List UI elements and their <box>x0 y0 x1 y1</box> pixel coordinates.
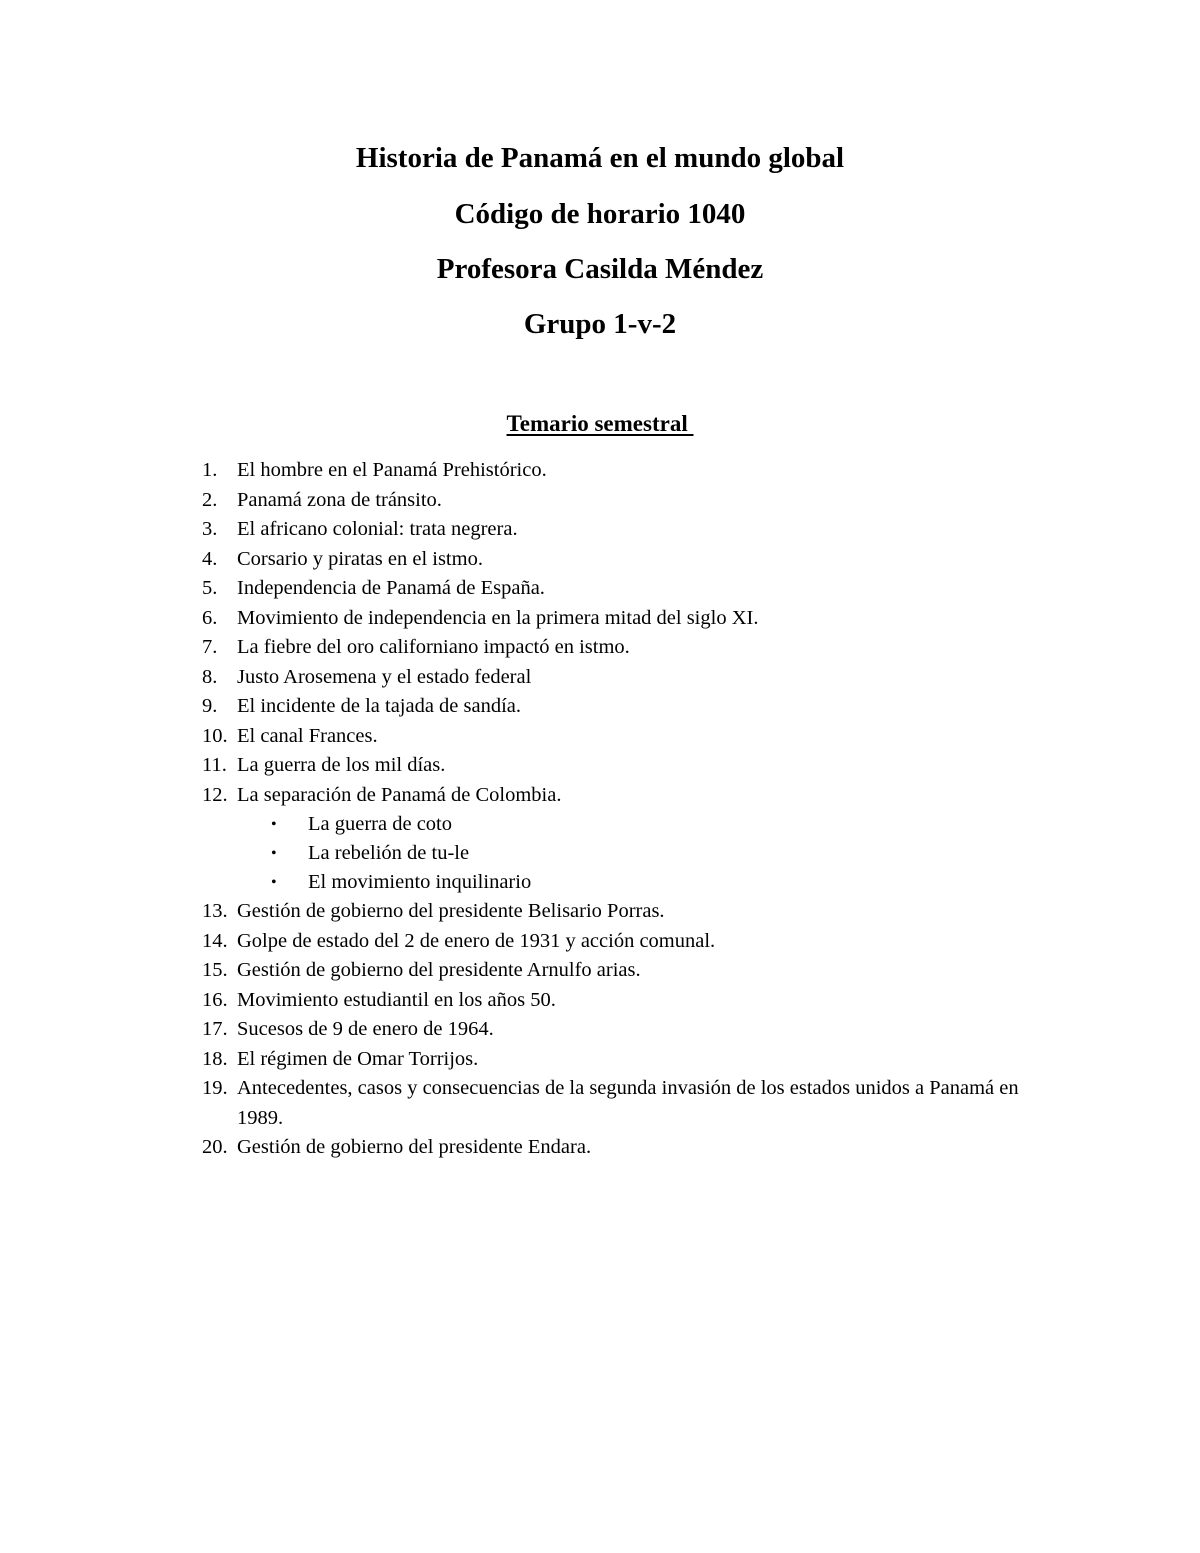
topic-text: La fiebre del oro californiano impactó en istmo. <box>237 636 630 658</box>
topic-text: Golpe de estado del 2 de enero de 1931 y acción comunal. <box>237 929 716 952</box>
topic-text: Gestión de gobierno del presidente Endara. <box>237 1136 592 1158</box>
course-title: Historia de Panamá en el mundo global <box>355 142 845 174</box>
topic-number: 12. <box>202 783 228 806</box>
topic-item <box>0 956 1200 986</box>
topic-number: 9. <box>202 695 218 717</box>
bullet-icon: • <box>271 816 277 833</box>
topic-item <box>0 663 1200 693</box>
bullet-icon: • <box>271 874 277 891</box>
topic-item <box>0 1074 1200 1133</box>
topic-text: Movimiento de independencia en la primera mitad del siglo XI. <box>237 606 759 629</box>
professor-name: Profesora Casilda Méndez <box>436 253 764 285</box>
topic-list <box>0 456 1200 1163</box>
topic-text: Gestión de gobierno del presidente Arnulfo arias. <box>237 959 641 981</box>
topic-item <box>0 574 1200 604</box>
topic-number: 6. <box>202 606 218 629</box>
syllabus-heading <box>0 410 1200 438</box>
topic-number: 19. <box>202 1077 228 1099</box>
subtopic-item <box>0 868 1200 897</box>
topic-item <box>0 897 1200 927</box>
topic-number: 5. <box>202 577 218 599</box>
topic-number: 18. <box>202 1047 228 1070</box>
topic-number: 7. <box>202 636 218 658</box>
group-label: Grupo 1-v-2 <box>523 308 677 340</box>
topic-number: 11. <box>202 754 227 776</box>
topic-item <box>0 1133 1200 1163</box>
topic-text: Movimiento estudiantil en los años 50. <box>237 988 556 1011</box>
topic-item <box>0 633 1200 663</box>
subtopic-item <box>0 810 1200 839</box>
topic-number: 14. <box>202 929 228 952</box>
topic-text: La guerra de los mil días. <box>237 754 446 776</box>
topic-text: Antecedentes, casos y consecuencias de la segunda invasión de los estados unidos a Panamá en 1989. <box>237 1077 1019 1129</box>
subtopic-text: La guerra de coto <box>308 813 452 835</box>
topic-text: El africano colonial: trata negrera. <box>237 518 518 540</box>
subtopic-item <box>0 839 1200 868</box>
topic-text: Justo Arosemena y el estado federal <box>237 665 532 688</box>
topic-item <box>0 456 1200 486</box>
topic-number: 15. <box>202 959 228 981</box>
topic-number: 8. <box>202 665 218 688</box>
topic-number: 2. <box>202 488 218 511</box>
syllabus-heading-text: Temario semestral <box>506 411 694 436</box>
topic-text: Corsario y piratas en el istmo. <box>237 547 483 570</box>
subtopic-text: La rebelión de tu-le <box>308 842 470 864</box>
topic-number: 1. <box>202 459 218 481</box>
topic-number: 16. <box>202 988 228 1011</box>
topic-text: El régimen de Omar Torrijos. <box>237 1047 479 1070</box>
subtopic-text: El movimiento inquilinario <box>308 871 532 893</box>
topic-text: La separación de Panamá de Colombia. <box>237 783 562 806</box>
bullet-icon: • <box>271 845 277 862</box>
topic-item <box>0 486 1200 516</box>
topic-item <box>0 986 1200 1016</box>
topic-item <box>0 751 1200 781</box>
topic-number: 3. <box>202 518 218 540</box>
topic-text: El canal Frances. <box>237 724 378 747</box>
topic-item <box>0 545 1200 575</box>
topic-number: 10. <box>202 724 228 747</box>
topic-number: 17. <box>202 1018 228 1040</box>
topic-item <box>0 927 1200 957</box>
topic-item <box>0 692 1200 722</box>
schedule-code: Código de horario 1040 <box>454 198 746 230</box>
topic-item <box>0 781 1200 811</box>
topic-item <box>0 722 1200 752</box>
topic-text: El hombre en el Panamá Prehistórico. <box>237 459 547 481</box>
topic-item <box>0 604 1200 634</box>
topic-number: 13. <box>202 900 228 922</box>
topic-number: 4. <box>202 547 218 570</box>
topic-text: El incidente de la tajada de sandía. <box>237 695 522 717</box>
topic-text: Gestión de gobierno del presidente Belisario Porras. <box>237 900 665 922</box>
topic-item <box>0 1045 1200 1075</box>
topic-text: Sucesos de 9 de enero de 1964. <box>237 1018 494 1040</box>
topic-item <box>0 515 1200 545</box>
topic-text: Independencia de Panamá de España. <box>237 577 545 599</box>
topic-item <box>0 1015 1200 1045</box>
topic-text: Panamá zona de tránsito. <box>237 488 442 511</box>
topic-number: 20. <box>202 1136 228 1158</box>
